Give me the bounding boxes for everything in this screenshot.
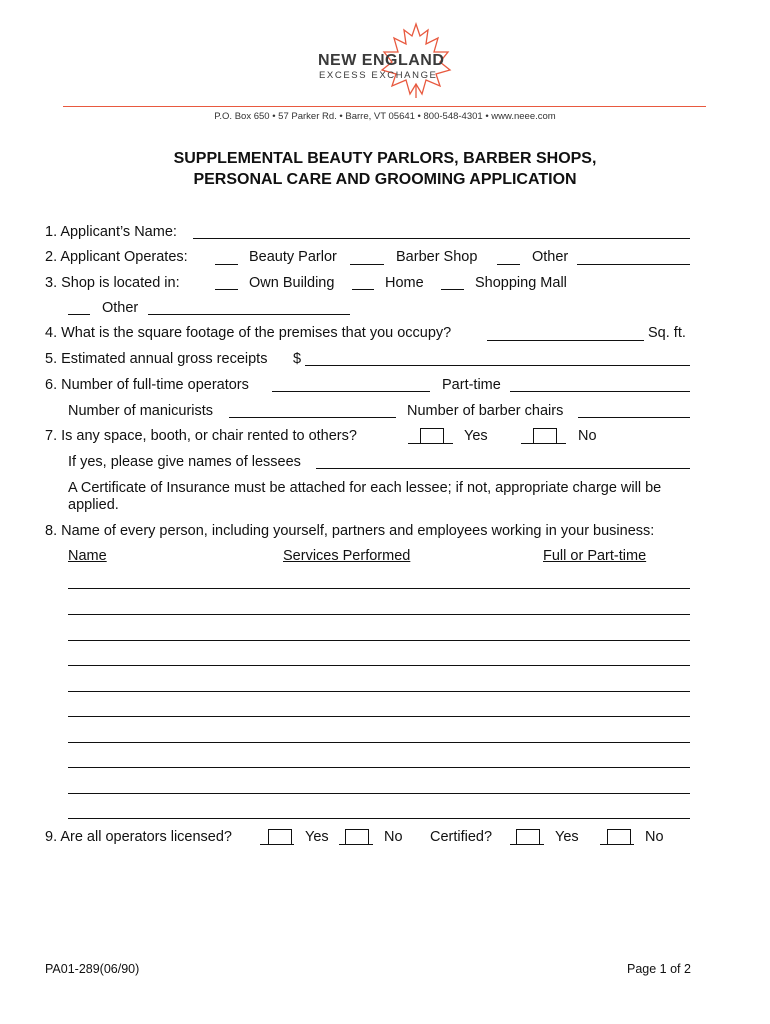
rented-no-label: No — [578, 428, 597, 444]
q3-label: 3. Shop is located in: — [45, 275, 180, 291]
own-building-check[interactable] — [215, 289, 238, 290]
col-services-header: Services Performed — [283, 548, 411, 564]
lessees-field[interactable] — [316, 468, 690, 469]
beauty-parlor-check[interactable] — [215, 264, 238, 265]
certified-yes-checkbox[interactable] — [516, 829, 540, 844]
q7-label: 7. Is any space, booth, or chair rented to others? — [45, 428, 357, 444]
q6-label: 6. Number of full-time operators — [45, 377, 249, 393]
lessees-label: If yes, please give names of lessees — [68, 454, 301, 470]
own-building-label: Own Building — [249, 275, 335, 291]
rented-no-checkbox[interactable] — [533, 428, 557, 443]
certified-label: Certified? — [430, 829, 493, 845]
manicurists-field[interactable] — [229, 417, 396, 418]
person-row-line[interactable] — [68, 793, 690, 794]
licensed-no-checkbox[interactable] — [345, 829, 369, 844]
logo-line1: NEW ENGLAND — [318, 52, 445, 69]
form-title-line2: PERSONAL CARE AND GROOMING APPLICATION — [193, 171, 577, 188]
barber-shop-check[interactable] — [350, 264, 384, 265]
other-location-check[interactable] — [68, 314, 90, 315]
certified-no-checkbox[interactable] — [607, 829, 631, 844]
certificate-note-line2: applied. — [68, 497, 119, 513]
other-location-label: Other — [102, 300, 139, 316]
rented-no-line — [521, 443, 566, 444]
certified-yes-label: Yes — [555, 829, 579, 845]
parttime-operators-field[interactable] — [510, 391, 690, 392]
logo-line2: EXCESS EXCHANGE — [319, 70, 438, 81]
square-footage-field[interactable] — [487, 340, 644, 341]
licensed-yes-checkbox[interactable] — [268, 829, 292, 844]
licensed-yes-line — [260, 844, 294, 845]
licensed-no-label: No — [384, 829, 403, 845]
barber-shop-label: Barber Shop — [396, 249, 478, 265]
person-row-line[interactable] — [68, 665, 690, 666]
header-divider — [63, 106, 706, 107]
certificate-note-line1: A Certificate of Insurance must be attached for each lessee; if not, appropriate charge will be — [68, 480, 662, 496]
parttime-label: Part-time — [442, 377, 501, 393]
form-id: PA01-289(06/90) — [45, 962, 140, 976]
licensed-yes-label: Yes — [305, 829, 329, 845]
q5-label: 5. Estimated annual gross receipts — [45, 351, 268, 367]
col-time-header: Full or Part-time — [543, 548, 647, 564]
home-check[interactable] — [352, 289, 374, 290]
shopping-mall-check[interactable] — [441, 289, 464, 290]
person-row-line[interactable] — [68, 588, 690, 589]
q9-label: 9. Are all operators licensed? — [45, 829, 232, 845]
home-label: Home — [385, 275, 424, 291]
q4-label: 4. What is the square footage of the premises that you occupy? — [45, 325, 452, 341]
person-row-line[interactable] — [68, 767, 690, 768]
other-operates-label: Other — [532, 249, 569, 265]
barber-chairs-field[interactable] — [578, 417, 690, 418]
certified-no-line — [600, 844, 634, 845]
form-title-line1: SUPPLEMENTAL BEAUTY PARLORS, BARBER SHOPS, — [173, 150, 597, 167]
person-row-line[interactable] — [68, 614, 690, 615]
fulltime-operators-field[interactable] — [272, 391, 430, 392]
person-row-line[interactable] — [68, 818, 690, 819]
certified-yes-line — [510, 844, 544, 845]
rented-yes-checkbox[interactable] — [420, 428, 444, 443]
other-operates-check[interactable] — [497, 264, 520, 265]
contact-line: P.O. Box 650 • 57 Parker Rd. • Barre, VT 05641 • 800-548-4301 • www.neee.com — [214, 111, 556, 122]
applicant-name-field[interactable] — [193, 238, 690, 239]
shopping-mall-label: Shopping Mall — [475, 275, 567, 291]
person-row-line[interactable] — [68, 742, 690, 743]
q8-label: 8. Name of every person, including yourself, partners and employees working in your business: — [45, 523, 655, 539]
beauty-parlor-label: Beauty Parlor — [249, 249, 337, 265]
q1-label: 1. Applicant’s Name: — [45, 224, 177, 240]
licensed-no-line — [339, 844, 373, 845]
manicurists-label: Number of manicurists — [68, 403, 214, 419]
other-location-field[interactable] — [148, 314, 350, 315]
certified-no-label: No — [645, 829, 664, 845]
gross-receipts-field[interactable] — [305, 365, 690, 366]
page-number: Page 1 of 2 — [627, 962, 691, 976]
person-row-line[interactable] — [68, 716, 690, 717]
barber-chairs-label: Number of barber chairs — [407, 403, 564, 419]
company-logo — [310, 22, 460, 102]
rented-yes-label: Yes — [464, 428, 488, 444]
col-name-header: Name — [68, 548, 107, 564]
other-operates-field[interactable] — [577, 264, 690, 265]
person-row-line[interactable] — [68, 691, 690, 692]
sq-ft-unit: Sq. ft. — [648, 325, 686, 341]
person-row-line[interactable] — [68, 640, 690, 641]
rented-yes-line — [408, 443, 453, 444]
currency-sign: $ — [293, 351, 302, 367]
q2-label: 2. Applicant Operates: — [45, 249, 188, 265]
